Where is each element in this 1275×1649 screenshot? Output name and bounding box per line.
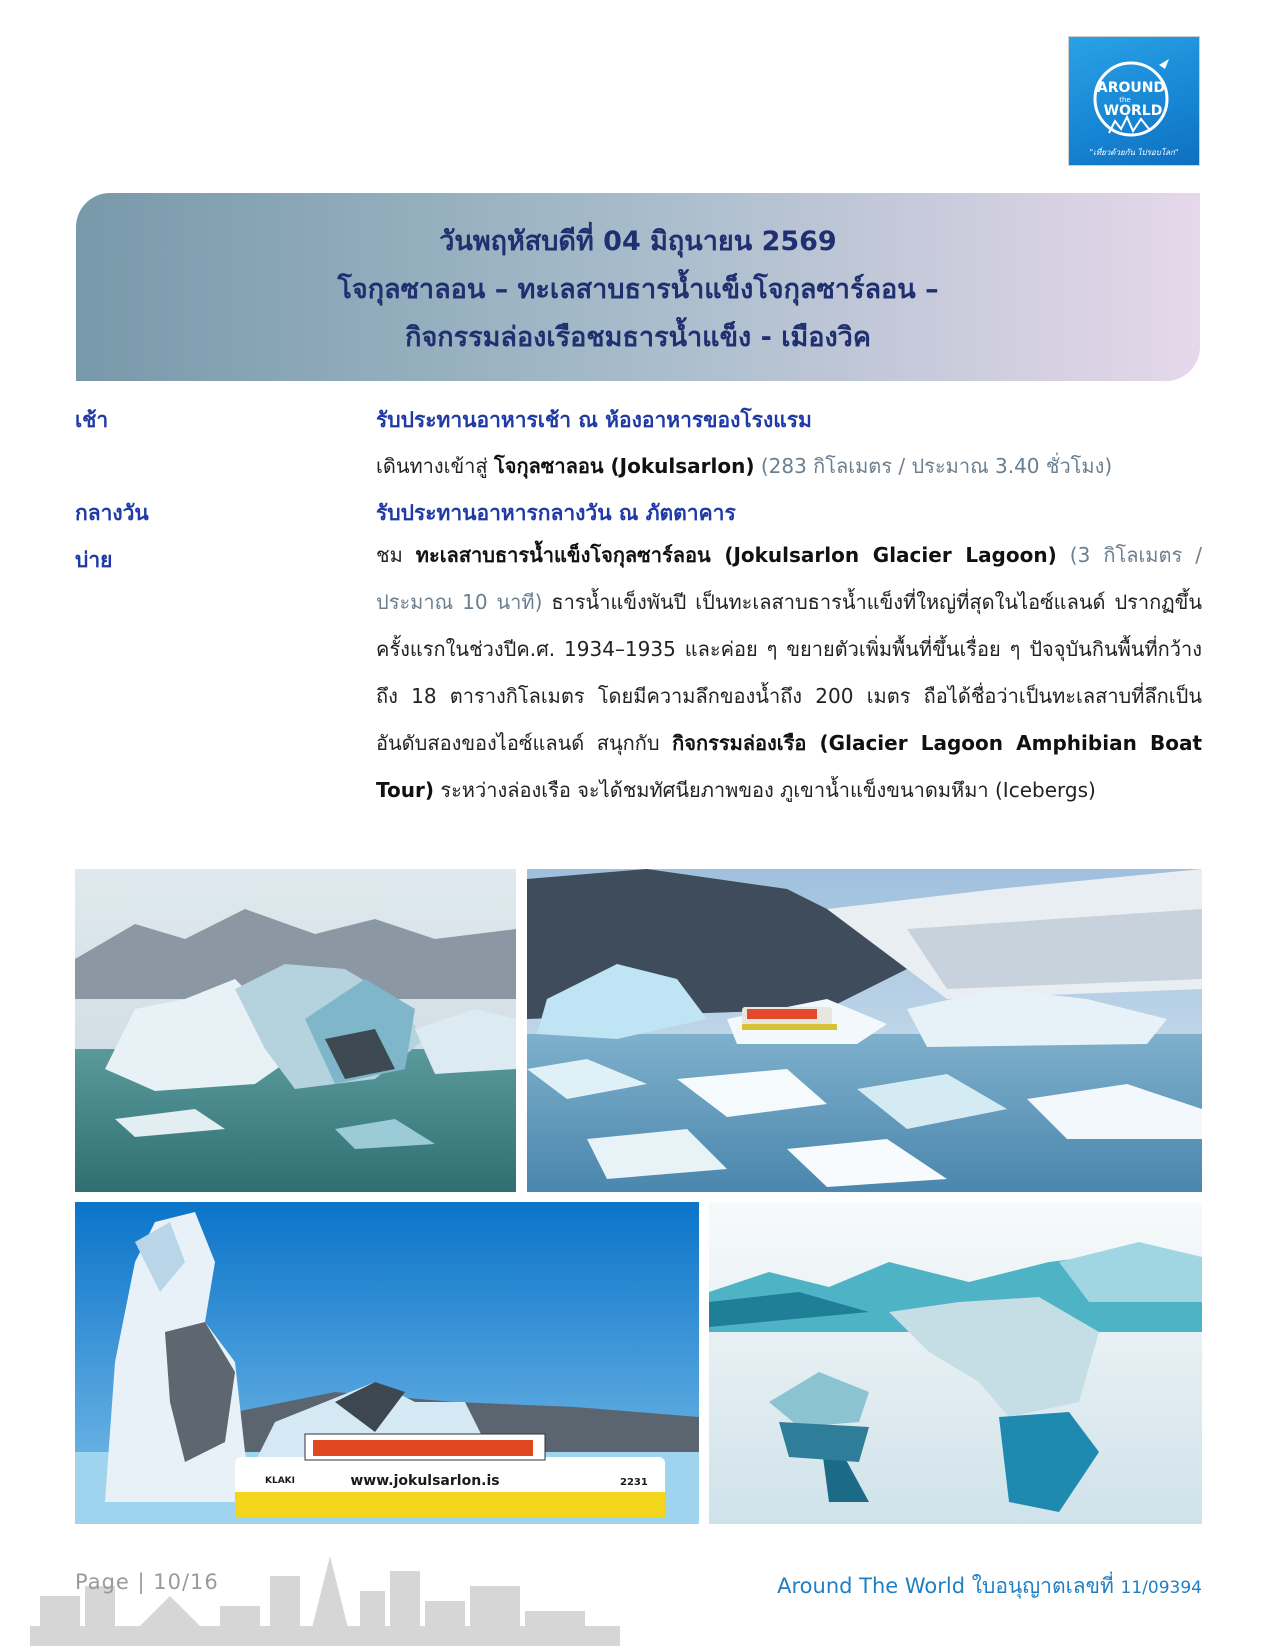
travel-text: เดินทางเข้าสู่ (376, 454, 494, 478)
morning-travel (376, 450, 1202, 482)
svg-text:WORLD: WORLD (1103, 103, 1163, 119)
photo-icebergs-lagoon (75, 869, 516, 1192)
day-header (76, 193, 1200, 381)
boat-number: 2231 (620, 1477, 648, 1488)
afternoon-description (376, 532, 1202, 814)
noon-meal: รับประทานอาหารกลางวัน ณ ภัตตาคาร (376, 501, 736, 525)
page-number: Page | 10/16 (75, 1570, 219, 1594)
label-noon: กลางวัน (75, 501, 149, 525)
travel-place: โจกุลซาลอน (Jokulsarlon) (493, 454, 755, 478)
lagoon-name: ทะเลสาบธารน้ำแข็งโจกุลซาร์ลอน (Jokulsarlon Glacier Lagoon) (415, 543, 1057, 567)
photo-iceberg-boat-tour (75, 1202, 699, 1524)
boat-activity: กิจกรรมล่องเรือ (Glacier Lagoon Amphibian Boat Tour) (376, 731, 1203, 802)
footer-license-label: ใบอนุญาตเลขที่ (965, 1574, 1121, 1598)
morning-meal: รับประทานอาหารเช้า ณ ห้องอาหารของโรงแรม (376, 408, 812, 432)
logo-tagline: "เที่ยวด้วยกัน ไปรอบโลก" (1089, 148, 1179, 157)
day-date-title: วันพฤหัสบดีที่ 04 มิถุนายน 2569 (439, 226, 837, 257)
svg-text:AROUND: AROUND (1096, 80, 1166, 96)
boat-banner-text: www.jokulsarlon.is (350, 1473, 500, 1489)
travel-distance: (283 กิโลเมตร / ประมาณ 3.40 ชั่วโมง) (754, 454, 1113, 478)
afternoon-end: ระหว่างล่องเรือ จะได้ชมทัศนียภาพของ ภูเขาน้ำแข็งขนาดมหึมา (Icebergs) (433, 778, 1096, 802)
footer-license-number: 11/09394 (1120, 1578, 1202, 1598)
lagoon-body: ธารน้ำแข็งพันปี เป็นทะเลสาบธารน้ำแข็งที่ใหญ่ที่สุดในไอซ์แลนด์ ปรากฏขึ้นครั้งแรกในช่วงปีค.ศ. 1934–1935 และค่อย ๆ ขยายตัวเพิ่มพื้นที่ขึ้นเรื่อย ๆ ปัจจุบันกินพื้นที่กว้างถึง 18 ตารางกิโลเมตร โดยมีความลึกของน้ำถึง 200 เมตร ถือได้ชื่อว่าเป็นทะเลสาบที่ลึกเป็นอันดับสองของไอซ์แลนด์ สนุกกับ (376, 590, 1202, 755)
photo-ice-reflection (709, 1202, 1202, 1524)
footer-license (700, 1570, 1202, 1603)
svg-text:the: the (1119, 96, 1131, 104)
label-afternoon: บ่าย (75, 548, 113, 572)
footer-company: Around The World (777, 1574, 966, 1598)
lagoon-distance: (3 กิโลเมตร / ประมาณ 10 นาที) (376, 543, 1202, 614)
photo-glacier-boat (527, 869, 1202, 1192)
company-logo (1068, 36, 1200, 166)
day-route-line1: โจกุลซาลอน – ทะเลสาบธารน้ำแข็งโจกุลซาร์ลอน – (337, 274, 939, 305)
day-route-line2: กิจกรรมล่องเรือชมธารน้ำแข็ง - เมืองวิค (405, 322, 871, 353)
afternoon-intro: ชม (376, 543, 416, 567)
boat-name: KLAKI (265, 1476, 295, 1486)
label-morning: เช้า (75, 408, 109, 432)
